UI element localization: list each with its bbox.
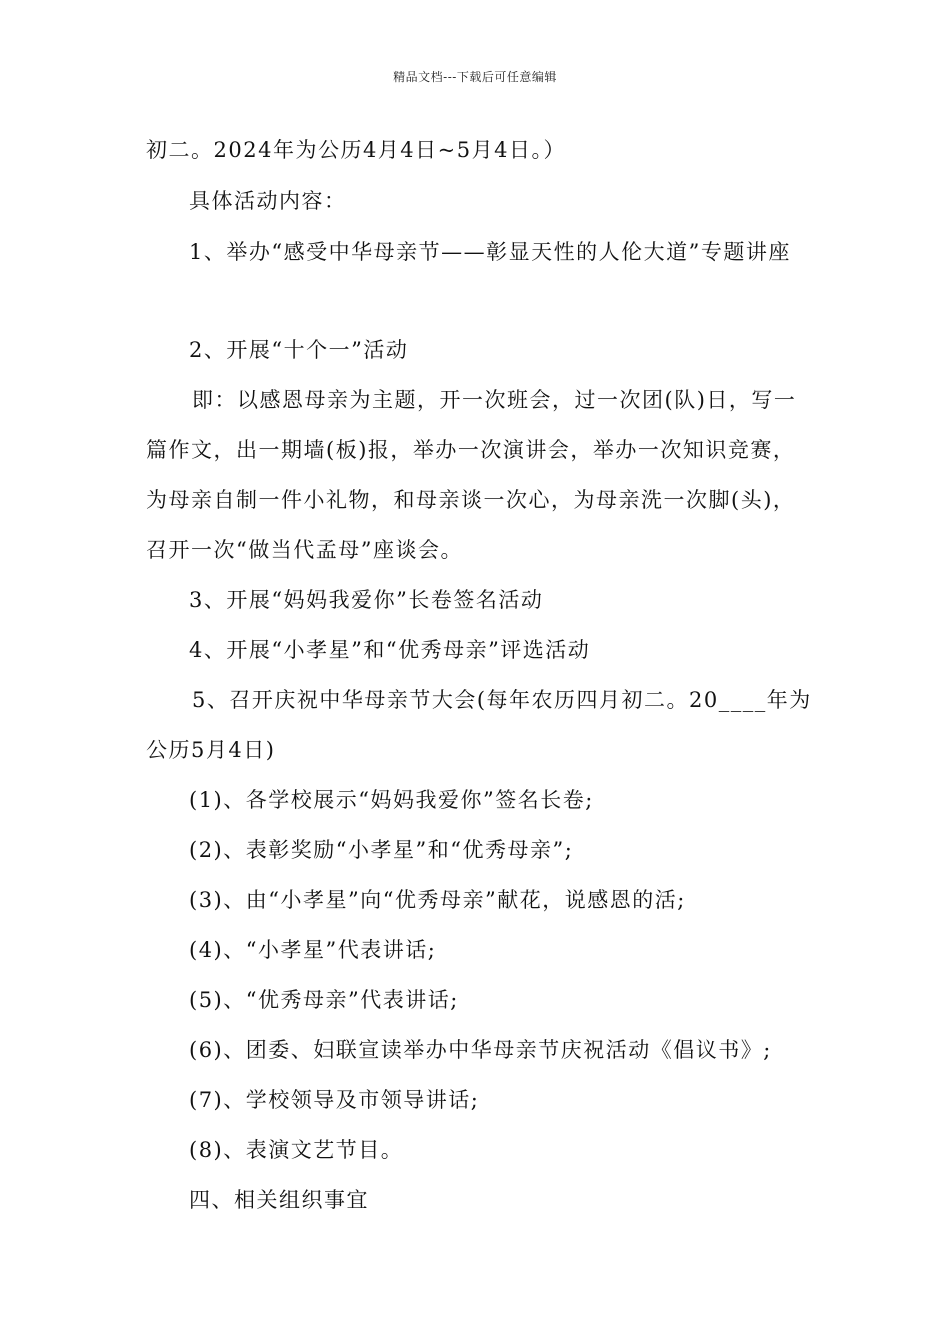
text-line-13: (1)、各学校展示“妈妈我爱你”签名长卷; [189,788,594,812]
text-line-16: (4)、“小孝星”代表讲话; [189,938,437,962]
text-line-4: 2、开展“十个一”活动 [189,338,409,362]
page-header: 精品文档---下载后可任意编辑 [393,70,557,84]
text-line-5: 即：以感恩母亲为主题，开一次班会，过一次团(队)日，写一 [192,388,797,412]
text-line-11: 5、召开庆祝中华母亲节大会(每年农历四月初二。20____年为 [192,688,812,712]
text-line-3: 1、举办“感受中华母亲节——彰显天性的人伦大道”专题讲座 [189,240,791,264]
text-line-6: 篇作文，出一期墙(板)报，举办一次演讲会，举办一次知识竞赛， [146,438,796,462]
text-line-20: (8)、表演文艺节目。 [189,1138,404,1162]
text-line-7: 为母亲自制一件小礼物，和母亲谈一次心，为母亲洗一次脚(头)， [146,488,796,512]
text-line-2: 具体活动内容： [189,189,347,213]
text-line-10: 4、开展“小孝星”和“优秀母亲”评选活动 [189,638,591,662]
text-line-19: (7)、学校领导及市领导讲话; [189,1088,480,1112]
text-line-17: (5)、“优秀母亲”代表讲话; [189,988,459,1012]
text-line-9: 3、开展“妈妈我爱你”长卷签名活动 [189,588,544,612]
text-line-12: 公历5月4日) [146,738,276,762]
text-line-8: 召开一次“做当代孟母”座谈会。 [146,538,463,562]
text-line-18: (6)、团委、妇联宣读举办中华母亲节庆祝活动《倡议书》; [189,1038,772,1062]
text-line-14: (2)、表彰奖励“小孝星”和“优秀母亲”; [189,838,574,862]
section-heading: 四、相关组织事宜 [189,1188,369,1212]
text-line-1: 初二。2024年为公历4月4日~5月4日。） [146,138,566,162]
text-line-15: (3)、由“小孝星”向“优秀母亲”献花，说感恩的活; [189,888,686,912]
